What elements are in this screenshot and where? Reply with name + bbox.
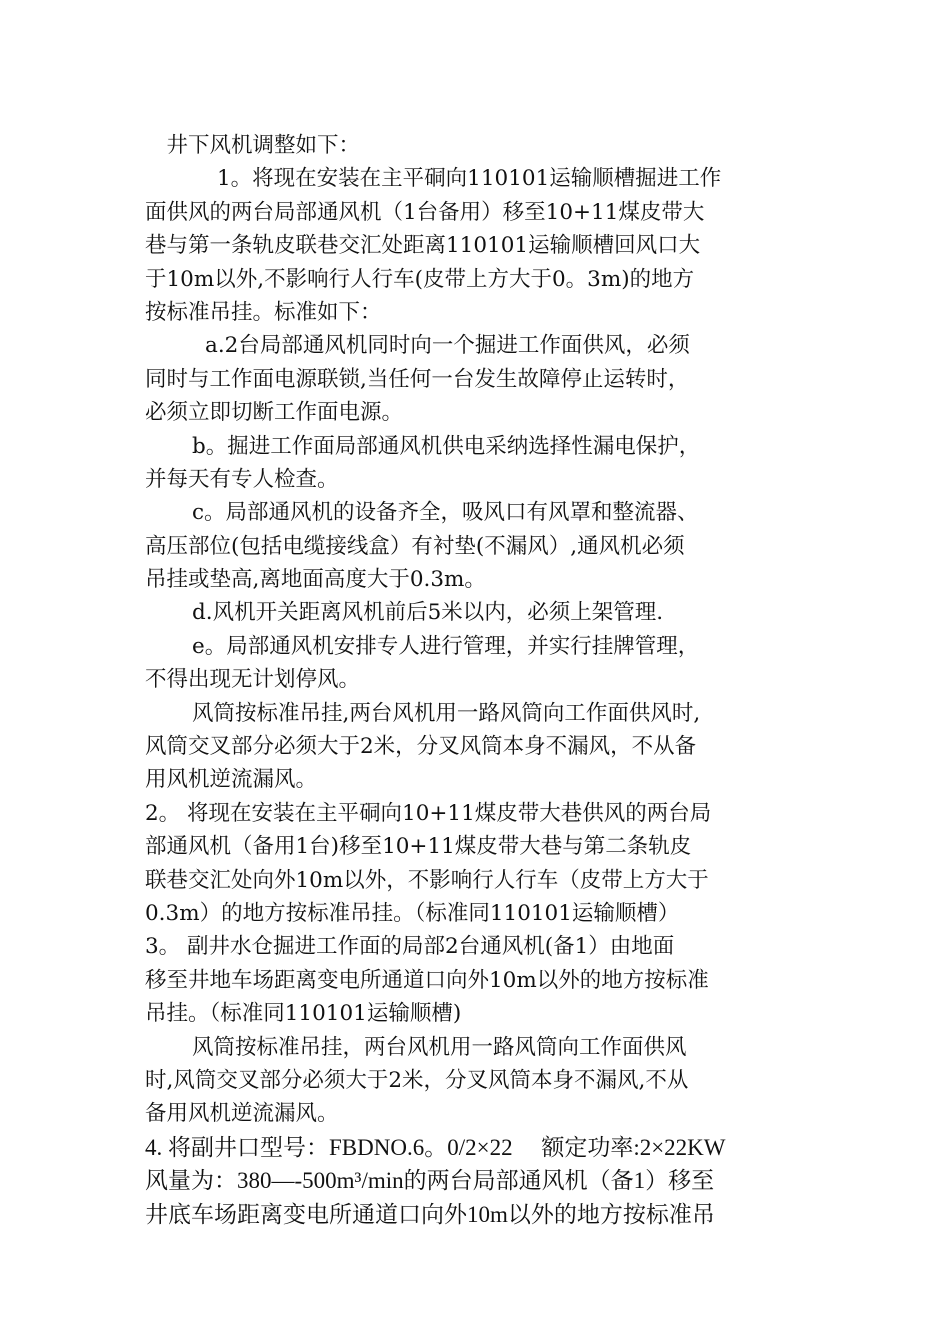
text-line: 井底车场距离变电所通道口向外10m以外的地方按标准吊 (145, 1201, 715, 1227)
text-line: 巷与第一条轨皮联巷交汇处距离110101运输顺槽回风口大 (145, 233, 701, 259)
text-line: 0.3m）的地方按标准吊挂。（标准同110101运输顺槽） (145, 900, 680, 926)
document-body (145, 129, 813, 1231)
text-line: 风筒按标准吊挂,两台风机用一路风筒向工作面供风时, (192, 700, 701, 726)
text-line: 并每天有专人检查。 (145, 466, 339, 492)
text-line: 同时与工作面电源联锁,当任何一台发生故障停止运转时， (145, 366, 690, 392)
text-line: 高压部位(包括电缆接线盒）有衬垫(不漏风）,通风机必须 (145, 533, 685, 559)
text-line: 时,风筒交叉部分必须大于2米，分叉风筒本身不漏风,不从 (145, 1067, 689, 1093)
text-line: a.2台局部通风机同时向一个掘进工作面供风，必须 (205, 333, 690, 359)
text-line: 联巷交汇处向外10m以外，不影响行人行车（皮带上方大于 (145, 867, 709, 893)
text-line: 不得出现无计划停风。 (145, 667, 361, 693)
text-line: 风量为：380—-500m³/min的两台局部通风机（备1）移至 (145, 1168, 715, 1194)
text-line: 备用风机逆流漏风。 (145, 1101, 339, 1127)
text-line: 井下风机调整如下： (145, 133, 361, 158)
text-line: 用风机逆流漏风。 (145, 767, 318, 793)
text-line: 部通风机（备用1台)移至10+11煤皮带大巷与第二条轨皮 (145, 834, 692, 860)
text-line: 吊挂或垫高,离地面高度大于0.3m。 (145, 567, 486, 593)
text-line: 3。 副井水仓掘进工作面的局部2台通风机(备1）由地面 (145, 934, 675, 960)
text-line: 于10m以外,不影响行人行车(皮带上方大于0。3m)的地方 (145, 266, 695, 292)
text-line: b。掘进工作面局部通风机供电采纳选择性漏电保护， (192, 433, 701, 459)
text-line: 必须立即切断工作面电源。 (145, 400, 404, 426)
text-line: e。局部通风机安排专人进行管理，并实行挂牌管理， (192, 633, 700, 659)
text-line: 吊挂。（标准同110101运输顺槽) (145, 1001, 462, 1027)
text-line: 2。 将现在安装在主平硐向10+11煤皮带大巷供风的两台局 (145, 800, 712, 826)
text-line: 按标准吊挂。标准如下： (145, 299, 382, 325)
text-line: 面供风的两台局部通风机（1台备用）移至10+11煤皮带大 (145, 199, 705, 225)
text-line: 移至井地车场距离变电所通道口向外10m以外的地方按标准 (145, 967, 709, 993)
text-line: 1。将现在安装在主平硐向110101运输顺槽掘进工作 (217, 166, 722, 192)
text-line: 4. 将副井口型号：FBDNO.6。0/2×22 额定功率:2×22KW (145, 1134, 726, 1160)
text-line: d.风机开关距离风机前后5米以内，必须上架管理. (192, 600, 664, 626)
text-line: c。局部通风机的设备齐全，吸风口有风罩和整流器、 (192, 500, 699, 526)
text-line: 风筒按标准吊挂，两台风机用一路风筒向工作面供风 (192, 1034, 687, 1060)
text-line: 风筒交叉部分必须大于2米，分叉风筒本身不漏风，不从备 (145, 734, 697, 760)
